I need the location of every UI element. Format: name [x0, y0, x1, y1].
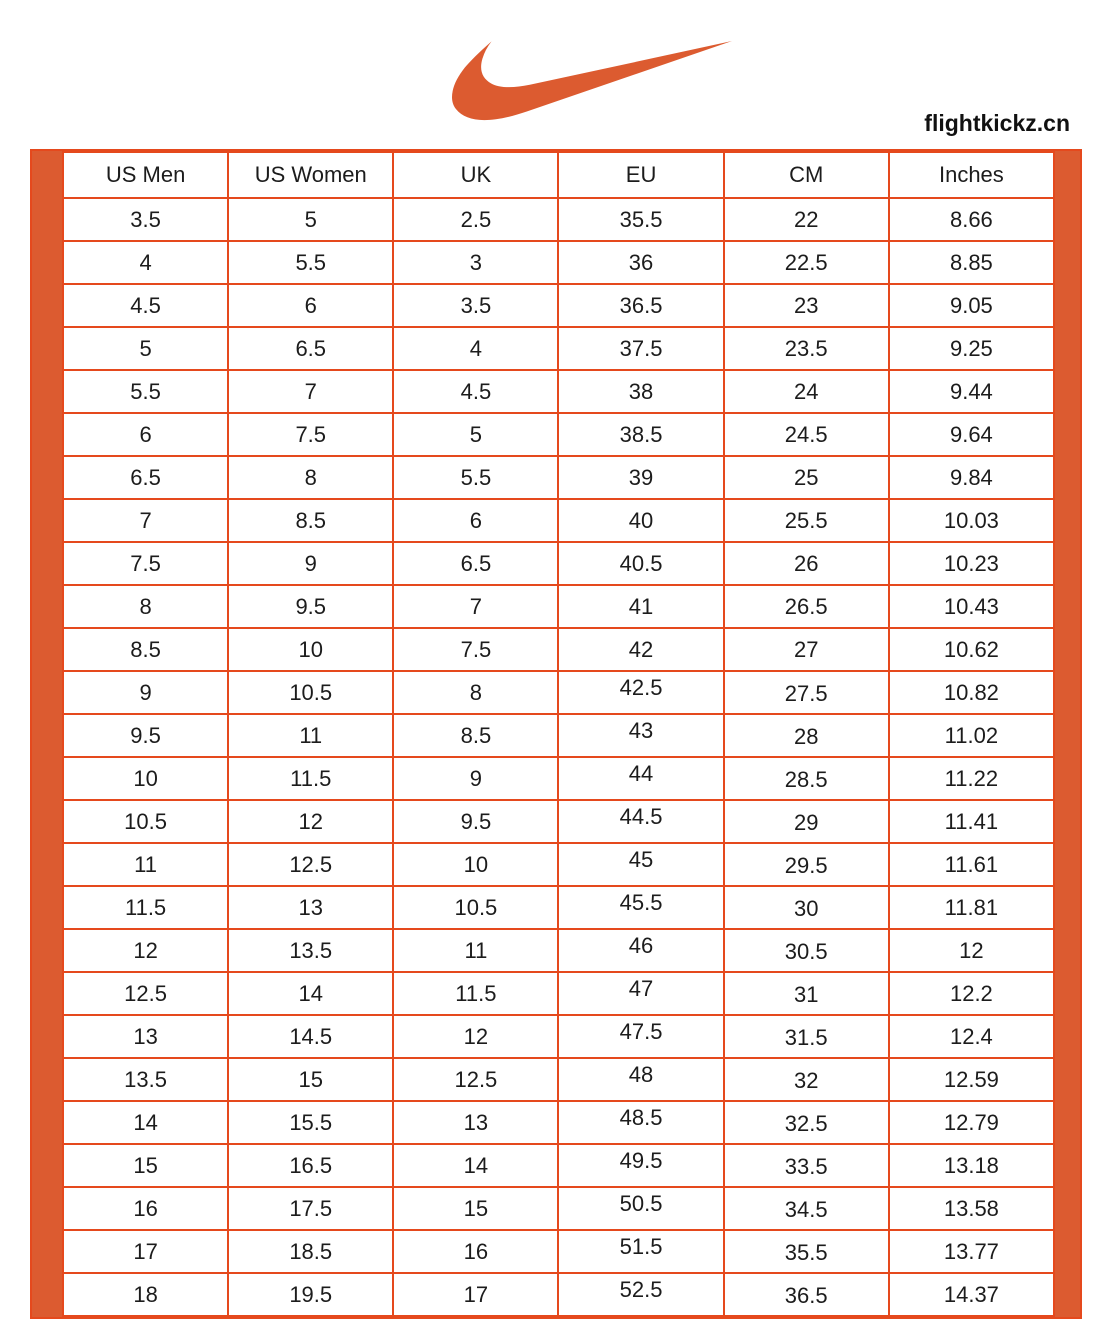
table-row — [63, 370, 1054, 413]
table-cell: 15 — [393, 1187, 558, 1230]
table-cell: 26.5 — [724, 585, 889, 628]
table-cell: 7.5 — [228, 413, 393, 456]
table-cell: 9.84 — [889, 456, 1054, 499]
table-cell: 43 — [558, 714, 723, 757]
table-cell: 40 — [558, 499, 723, 542]
table-row — [63, 1144, 1054, 1187]
table-cell: 5 — [228, 198, 393, 241]
size-table-body — [63, 198, 1054, 1316]
table-cell: 45.5 — [558, 886, 723, 929]
table-row — [63, 714, 1054, 757]
table-cell: 31 — [724, 972, 889, 1015]
table-cell: 23.5 — [724, 327, 889, 370]
table-cell: 28 — [724, 714, 889, 757]
table-cell: 11.41 — [889, 800, 1054, 843]
table-cell: 30.5 — [724, 929, 889, 972]
table-cell: 6 — [393, 499, 558, 542]
table-cell: 15.5 — [228, 1101, 393, 1144]
table-row — [63, 241, 1054, 284]
table-cell: 14 — [228, 972, 393, 1015]
table-cell: 12.79 — [889, 1101, 1054, 1144]
table-row — [63, 1058, 1054, 1101]
table-cell: 10.62 — [889, 628, 1054, 671]
table-cell: 6.5 — [63, 456, 228, 499]
table-cell: 11.02 — [889, 714, 1054, 757]
table-cell: 13 — [228, 886, 393, 929]
table-cell: 11.5 — [228, 757, 393, 800]
table-row — [63, 843, 1054, 886]
table-cell: 32.5 — [724, 1101, 889, 1144]
table-cell: 9.44 — [889, 370, 1054, 413]
table-cell: 22.5 — [724, 241, 889, 284]
table-cell: 16.5 — [228, 1144, 393, 1187]
nike-logo — [452, 26, 732, 122]
table-cell: 11.5 — [393, 972, 558, 1015]
table-cell: 10 — [393, 843, 558, 886]
table-row — [63, 886, 1054, 929]
table-row — [63, 542, 1054, 585]
size-chart-table — [62, 151, 1055, 1317]
table-cell: 8 — [63, 585, 228, 628]
table-row — [63, 628, 1054, 671]
table-cell: 12 — [228, 800, 393, 843]
table-cell: 38.5 — [558, 413, 723, 456]
table-cell: 12.5 — [63, 972, 228, 1015]
table-row — [63, 284, 1054, 327]
table-cell: 13.5 — [63, 1058, 228, 1101]
table-cell: 16 — [63, 1187, 228, 1230]
table-row — [63, 1230, 1054, 1273]
table-cell: 6.5 — [393, 542, 558, 585]
table-cell: 9.64 — [889, 413, 1054, 456]
table-cell: 9.5 — [63, 714, 228, 757]
table-cell: 18.5 — [228, 1230, 393, 1273]
table-cell: 12.4 — [889, 1015, 1054, 1058]
table-cell: 30 — [724, 886, 889, 929]
table-cell: 4.5 — [393, 370, 558, 413]
table-cell: 12.2 — [889, 972, 1054, 1015]
table-cell: 10.23 — [889, 542, 1054, 585]
table-cell: 11.81 — [889, 886, 1054, 929]
table-row — [63, 972, 1054, 1015]
column-header: UK — [393, 152, 558, 198]
column-header: EU — [558, 152, 723, 198]
table-cell: 34.5 — [724, 1187, 889, 1230]
table-cell: 42 — [558, 628, 723, 671]
table-cell: 25.5 — [724, 499, 889, 542]
table-cell: 14.5 — [228, 1015, 393, 1058]
table-cell: 24.5 — [724, 413, 889, 456]
table-cell: 6 — [63, 413, 228, 456]
table-cell: 12 — [63, 929, 228, 972]
table-cell: 9 — [63, 671, 228, 714]
table-cell: 7 — [393, 585, 558, 628]
table-cell: 4.5 — [63, 284, 228, 327]
table-cell: 10 — [63, 757, 228, 800]
table-cell: 41 — [558, 585, 723, 628]
table-cell: 23 — [724, 284, 889, 327]
table-cell: 38 — [558, 370, 723, 413]
table-cell: 8.66 — [889, 198, 1054, 241]
table-cell: 5.5 — [63, 370, 228, 413]
side-bar-right — [1055, 151, 1080, 1317]
table-cell: 32 — [724, 1058, 889, 1101]
table-cell: 17 — [393, 1273, 558, 1316]
table-cell: 45 — [558, 843, 723, 886]
table-cell: 10.03 — [889, 499, 1054, 542]
table-cell: 11.61 — [889, 843, 1054, 886]
table-cell: 17.5 — [228, 1187, 393, 1230]
table-cell: 8.85 — [889, 241, 1054, 284]
table-cell: 7.5 — [393, 628, 558, 671]
column-header: US Men — [63, 152, 228, 198]
table-cell: 29.5 — [724, 843, 889, 886]
table-cell: 46 — [558, 929, 723, 972]
table-cell: 9.5 — [393, 800, 558, 843]
table-cell: 49.5 — [558, 1144, 723, 1187]
table-cell: 33.5 — [724, 1144, 889, 1187]
table-cell: 37.5 — [558, 327, 723, 370]
table-cell: 4 — [393, 327, 558, 370]
table-cell: 27.5 — [724, 671, 889, 714]
table-cell: 13.18 — [889, 1144, 1054, 1187]
table-cell: 10.43 — [889, 585, 1054, 628]
table-row — [63, 929, 1054, 972]
table-cell: 11 — [228, 714, 393, 757]
watermark-text: flightkickz.cn — [924, 110, 1070, 136]
table-cell: 14 — [63, 1101, 228, 1144]
size-chart-frame — [30, 149, 1082, 1319]
table-cell: 7.5 — [63, 542, 228, 585]
table-cell: 47 — [558, 972, 723, 1015]
table-cell: 7 — [63, 499, 228, 542]
table-cell: 31.5 — [724, 1015, 889, 1058]
table-cell: 9 — [393, 757, 558, 800]
table-cell: 10.5 — [63, 800, 228, 843]
table-row — [63, 800, 1054, 843]
table-cell: 12 — [393, 1015, 558, 1058]
table-cell: 14 — [393, 1144, 558, 1187]
column-header: CM — [724, 152, 889, 198]
table-cell: 2.5 — [393, 198, 558, 241]
table-cell: 12.5 — [393, 1058, 558, 1101]
table-cell: 18 — [63, 1273, 228, 1316]
table-cell: 42.5 — [558, 671, 723, 714]
table-cell: 6 — [228, 284, 393, 327]
table-cell: 36.5 — [558, 284, 723, 327]
table-cell: 17 — [63, 1230, 228, 1273]
table-row — [63, 1273, 1054, 1316]
table-row — [63, 1187, 1054, 1230]
table-row — [63, 499, 1054, 542]
table-cell: 10.5 — [393, 886, 558, 929]
table-cell: 13.58 — [889, 1187, 1054, 1230]
table-cell: 13 — [63, 1015, 228, 1058]
table-cell: 26 — [724, 542, 889, 585]
table-cell: 3 — [393, 241, 558, 284]
table-row — [63, 1015, 1054, 1058]
table-row — [63, 1101, 1054, 1144]
table-cell: 13.5 — [228, 929, 393, 972]
column-header: US Women — [228, 152, 393, 198]
table-row — [63, 413, 1054, 456]
table-cell: 8 — [228, 456, 393, 499]
table-cell: 28.5 — [724, 757, 889, 800]
table-cell: 44.5 — [558, 800, 723, 843]
table-row — [63, 456, 1054, 499]
table-cell: 24 — [724, 370, 889, 413]
table-cell: 10.5 — [228, 671, 393, 714]
table-cell: 44 — [558, 757, 723, 800]
table-cell: 29 — [724, 800, 889, 843]
table-cell: 8.5 — [228, 499, 393, 542]
table-cell: 48.5 — [558, 1101, 723, 1144]
table-cell: 16 — [393, 1230, 558, 1273]
table-cell: 8.5 — [393, 714, 558, 757]
table-cell: 35.5 — [558, 198, 723, 241]
table-cell: 5.5 — [393, 456, 558, 499]
table-cell: 12.5 — [228, 843, 393, 886]
table-cell: 52.5 — [558, 1273, 723, 1316]
table-cell: 47.5 — [558, 1015, 723, 1058]
table-cell: 9 — [228, 542, 393, 585]
table-row — [63, 671, 1054, 714]
table-cell: 40.5 — [558, 542, 723, 585]
table-row — [63, 198, 1054, 241]
table-cell: 22 — [724, 198, 889, 241]
table-cell: 8.5 — [63, 628, 228, 671]
table-cell: 15 — [228, 1058, 393, 1101]
table-cell: 25 — [724, 456, 889, 499]
table-row — [63, 585, 1054, 628]
table-cell: 11.22 — [889, 757, 1054, 800]
table-cell: 5 — [393, 413, 558, 456]
table-cell: 5 — [63, 327, 228, 370]
table-cell: 11.5 — [63, 886, 228, 929]
table-row — [63, 757, 1054, 800]
table-cell: 3.5 — [63, 198, 228, 241]
table-cell: 4 — [63, 241, 228, 284]
table-cell: 12 — [889, 929, 1054, 972]
header-row — [63, 152, 1054, 198]
table-cell: 36 — [558, 241, 723, 284]
table-row — [63, 327, 1054, 370]
table-cell: 51.5 — [558, 1230, 723, 1273]
column-header: Inches — [889, 152, 1054, 198]
table-header — [63, 152, 1054, 198]
table-cell: 11 — [393, 929, 558, 972]
table-cell: 3.5 — [393, 284, 558, 327]
table-cell: 9.5 — [228, 585, 393, 628]
table-cell: 6.5 — [228, 327, 393, 370]
table-cell: 10.82 — [889, 671, 1054, 714]
side-bar-left — [32, 151, 62, 1317]
table-cell: 5.5 — [228, 241, 393, 284]
table-cell: 39 — [558, 456, 723, 499]
table-cell: 19.5 — [228, 1273, 393, 1316]
table-cell: 11 — [63, 843, 228, 886]
table-cell: 7 — [228, 370, 393, 413]
table-cell: 14.37 — [889, 1273, 1054, 1316]
table-cell: 8 — [393, 671, 558, 714]
table-cell: 12.59 — [889, 1058, 1054, 1101]
table-cell: 13 — [393, 1101, 558, 1144]
table-cell: 15 — [63, 1144, 228, 1187]
table-cell: 13.77 — [889, 1230, 1054, 1273]
table-cell: 27 — [724, 628, 889, 671]
table-cell: 9.05 — [889, 284, 1054, 327]
table-cell: 9.25 — [889, 327, 1054, 370]
table-cell: 48 — [558, 1058, 723, 1101]
table-cell: 35.5 — [724, 1230, 889, 1273]
table-cell: 50.5 — [558, 1187, 723, 1230]
table-cell: 36.5 — [724, 1273, 889, 1316]
nike-swoosh-icon — [452, 26, 732, 122]
table-cell: 10 — [228, 628, 393, 671]
